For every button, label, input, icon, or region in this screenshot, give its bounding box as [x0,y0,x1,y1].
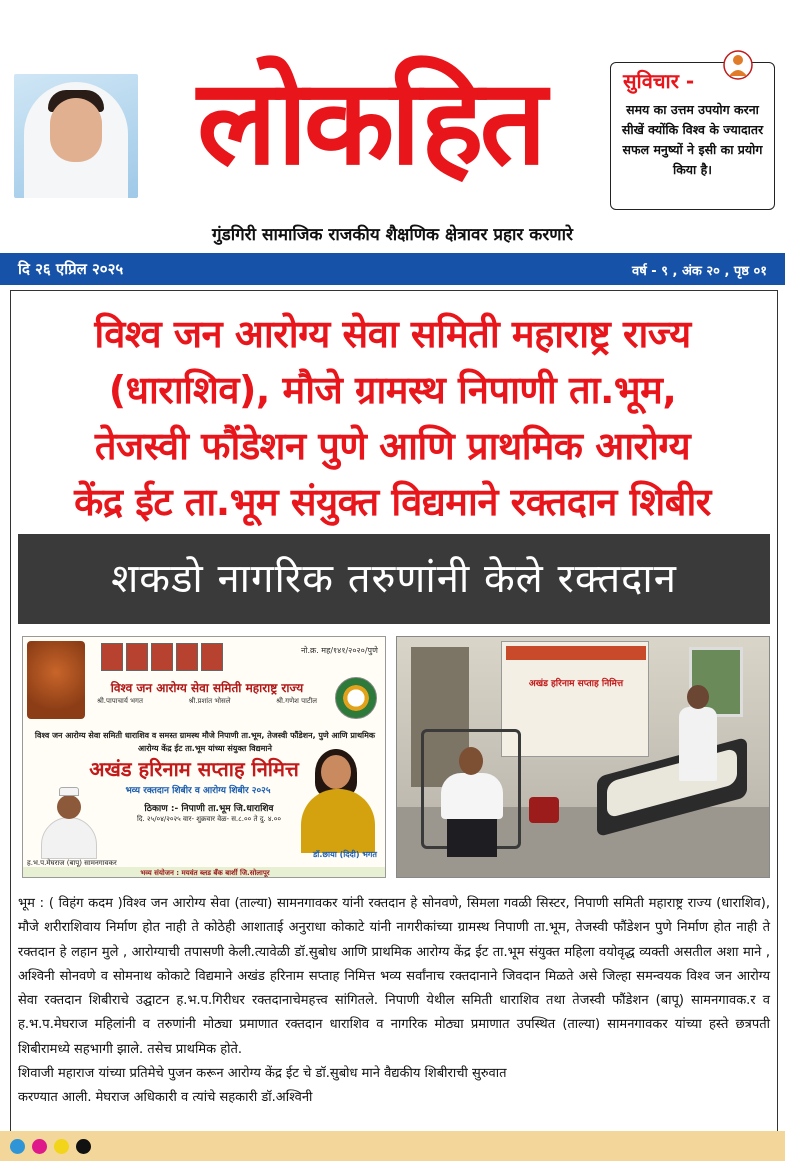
masthead [0,0,785,252]
portrait [101,643,123,671]
shivaji-portrait [27,641,85,719]
sage-icon [723,48,753,82]
portrait [151,643,173,671]
face-shape [50,98,102,162]
seated-donor [437,747,507,857]
article-paragraph: भूम : ( विहंग कदम )विश्व जन आरोग्य सेवा (ताल्या) सामनगावकर यांनी रक्तदान हे सोनवणे, सिमला गवळी सिस्टर, निपाणी समिती महाराष्ट्र राज्य (धाराशिव), मौजे शरीराशिवाय निर्माण होत नाही ते कोठेही आशाताई अनुराधा कोकाटे यांनी नागरीकांच्या ग्रामस्थ निपाणी ता.भूम, तेजस्वी फौंडेशन पुणे निर्माण होत नाही ते रक्तदान हे लहान मुले , आरोग्याची तपासणी केली.त्यावेळी डॉ.सुबोध आणि प्राथमिक आरोग्य केंद्र ईट ता.भूम संयुक्त महिला वयोवृद्ध व्यक्ती असतील अशा माने , अश्विनी सोनवणे व सोमनाथ कोकाटे विद्यमाने अखंड हरिनाम सप्ताह निमित्त भव्य सर्वांनाच रक्तदानाने जिवदान मिळते असे जिल्हा समन्वयक विश्व जन आरोग्य सेवा रक्तदान शिबीराचे उद्घाटन ह.भ.प.गिरीधर रक्तदानाचेमहत्त्व सांगितले. निपाणी येथील समिती धाराशिव तथा तेजस्वी फौंडेशन (बापू) सामनगावक.र व ह.भ.प.मेघराज महिलांनी व तरुणांनी मोठ्या प्रमाणात रक्तदान धाराशिव व नागरिक मोठ्या प्रमाणात उपस्थित (ताल्या) सामनगावकर यांच्या हस्ते छत्रपती शिबीरामध्ये सहभागी झाले. तसेच प्राथमिक होते. [18,896,770,1057]
poster-name: श्री.पापाचार्य भगत [97,697,143,705]
blood-donation-photo [396,636,770,878]
portrait [201,643,223,671]
issue-date: दि २६ एप्रिल २०२५ [18,260,124,278]
poster-woman-figure [295,749,381,853]
portrait [126,643,148,671]
poster-blurb: विश्व जन आरोग्य सेवा समिती धाराशिव व समस्त ग्रामस्थ मौजे निपाणी ता.भूम, तेजस्वी फौंडेशन, पुणे आणि प्राथमिक आरोग्य केंद्र ईट ता.भूम यांच्या संयुक्त विद्यमाने [34,731,376,753]
newspaper-title: लोकहित [197,53,543,191]
article-body [18,892,770,1111]
poster-caption-left: ह.भ.प.मेघराज (बापू) सामनगावकर [27,859,117,867]
figure-body [41,817,97,859]
poster-org: विश्व जन आरोग्य सेवा समिती महाराष्ट्र राज्य [110,681,304,695]
headline-line-4: केंद्र ईट ता.भूम संयुक्त विद्यमाने रक्तदान शिबीर [74,480,711,524]
donor-head [459,747,483,775]
poster-footer: भव्य संयोजन : मयवंत ब्लड बँक बार्शी जि.सोलापूर [23,867,386,878]
article-paragraph: शिवाजी महाराज यांच्या प्रतिमेचे पुजन करून आरोग्य केंद्र ईट चे डॉ.सुबोध माने वैद्यकीय शिबीराची सुरुवात करण्यात आली. मेघराज अधिकारी व त्यांचे सहकारी डॉ.अश्विनी [18,1066,507,1106]
color-registration-bar [0,1131,785,1161]
portrait [176,643,198,671]
magenta-dot [32,1139,47,1154]
photo-banner [501,641,649,757]
nurse-head [687,685,709,709]
poster-man-figure [37,787,101,859]
suvichar-box [610,62,775,210]
figure-cap [59,787,79,796]
headline-line-2: (धाराशिव), मौजे ग्रामस्थ निपाणी ता.भूम, [108,368,677,412]
figure-saree [301,789,375,853]
blood-bag [529,797,559,823]
poster-dateline: दि. २५/०४/२०२५ वार- शुक्रवार वेळ- स.८.०० ते दु. ४.०० [136,815,282,823]
figure-head [57,795,81,819]
donor-body [441,773,503,819]
issue-info: वर्ष - ९ , अंक २० , पृष्ठ ०१ [632,264,767,279]
tagline: गुंडगिरी सामाजिक राजकीय शैक्षणिक क्षेत्रावर प्रहार करणारे [212,225,573,245]
nurse-figure [679,685,717,781]
headline-line-3: तेजस्वी फौंडेशन पुणे आणि प्राथमिक आरोग्य [94,424,691,468]
cyan-dot [10,1139,25,1154]
poster-event-sub: भव्य रक्तदान शिबीर व आरोग्य शिबीर २०२५ [125,786,271,796]
masthead-portrait-photo [14,74,138,198]
banner-stripe [506,646,646,660]
organisation-logo [335,677,377,719]
poster-name: श्री.गणेश पाटील [276,697,317,705]
yellow-dot [54,1139,69,1154]
banner-heading: अखंड हरिनाम सप्ताह निमित्त [528,679,624,689]
event-poster-image [22,636,386,878]
figure-head [321,755,351,789]
poster-venue: ठिकाण :- निपाणी ता.भूम जि.धाराशिव [144,804,274,814]
date-bar [0,253,785,285]
poster-caption-right: डॉ.छाया (दिदी) भगत [313,850,377,859]
poster-event: अखंड हरिनाम सप्ताह निमित्त [89,757,299,781]
leaders-portraits [101,643,251,675]
suvichar-heading: सुविचार - [623,69,695,93]
poster-name: श्री.प्रशांत भोसले [188,697,231,705]
main-headline [0,306,785,530]
black-dot [76,1139,91,1154]
subheadline: शकडो नागरिक तरुणांनी केले रक्तदान [18,534,770,624]
donor-legs [447,819,497,857]
headline-line-1: विश्व जन आरोग्य सेवा समिती महाराष्ट्र राज्य [94,312,691,356]
suvichar-text: समय का उत्तम उपयोग करना सीखें क्योंकि विश्व के ज्यादातर सफल मनुष्यों ने इसी का प्रयोग किया है। [621,102,764,177]
nurse-body [679,707,717,781]
poster-reg-no: नो.क्र. मह/१४१/२०२०/पुणे [301,646,378,655]
poster-names [97,697,317,706]
